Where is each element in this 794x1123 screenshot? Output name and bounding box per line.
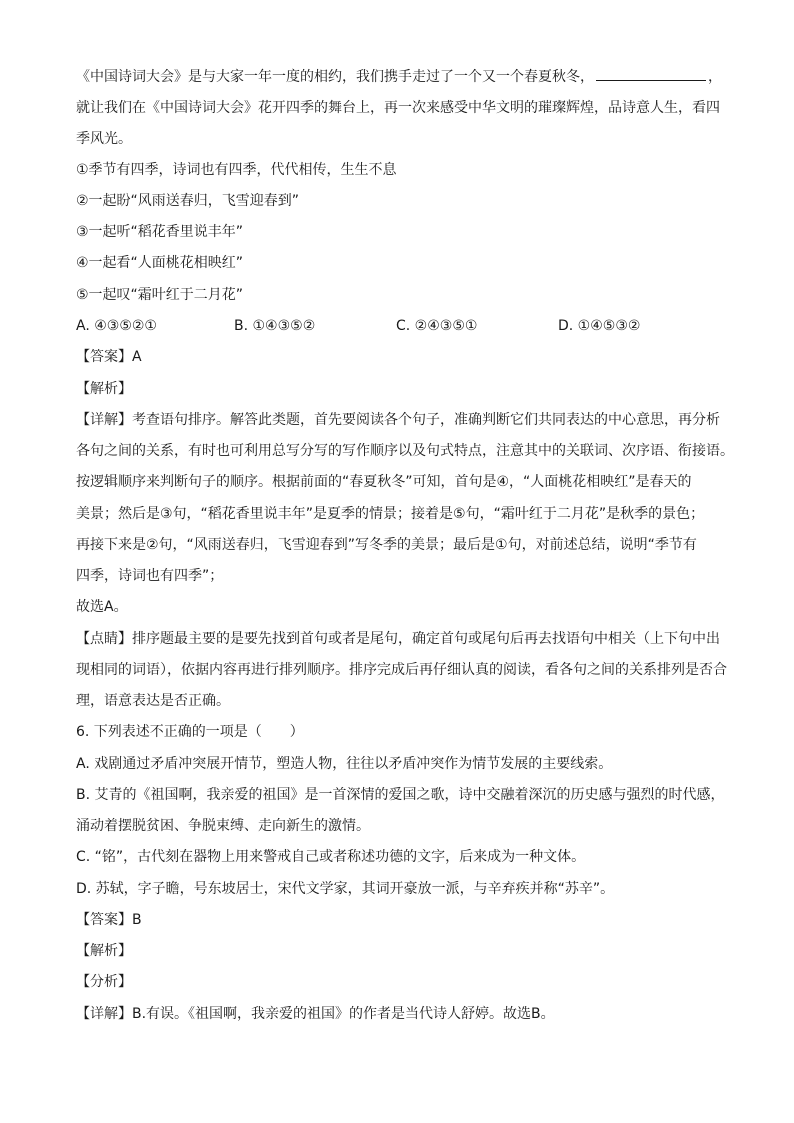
q5-stem-line-1 <box>76 66 722 86</box>
q5-answer: 【答案】A <box>76 349 142 365</box>
q5-detail-line-6: 四季，诗词也有四季”； <box>76 568 224 584</box>
q5-detail-line-3: 按逻辑顺序来判断句子的顺序。根据前面的“春夏秋冬”可知，首句是④，“人面桃花相映红”是春天的 <box>76 474 692 490</box>
q5-analysis-label: 【解析】 <box>76 381 132 397</box>
q5-detail-line-2: 各句之间的关系，有时也可利用总写分写的写作顺序以及句式特点，注意其中的关联词、次序语、衔接语。 <box>76 443 734 459</box>
q5-option-c: C. ②④③⑤① <box>396 318 478 334</box>
q5-detail-line-4: 美景；然后是③句，“稻花香里说丰年”是夏季的情景；接着是⑤句，“霜叶红于二月花”是秋季的景色； <box>76 506 705 522</box>
q6-option-a: A. 戏剧通过矛盾冲突展开情节，塑造人物，往往以矛盾冲突作为情节发展的主要线索。 <box>76 756 613 772</box>
q6-fenxi-label: 【分析】 <box>76 974 132 990</box>
q6-option-d: D. 苏轼，字子瞻，号东坡居士，宋代文学家，其词开豪放一派，与辛弃疾并称“苏辛”。 <box>76 881 615 897</box>
q5-option-a: A. ④③⑤②① <box>76 318 157 334</box>
q5-stem-text: 《中国诗词大会》是与大家一年一度的相约，我们携手走过了一个又一个春夏秋冬， <box>76 69 594 85</box>
q5-tip-line-2: 现相同的词语），依据内容再进行排列顺序。排序完成后再仔细认真的阅读，看各句之间的关系排列是否合 <box>76 662 727 678</box>
q5-detail-line-5: 再接下来是②句，“风雨送春归，飞雪迎春到”写冬季的美景；最后是①句，对前述总结，说明“季节有 <box>76 537 697 553</box>
q5-tip-line-3: 理，语意表达是否正确。 <box>76 693 230 709</box>
q5-tip-line-1: 【点睛】排序题最主要的是要先找到首句或者是尾句，确定首句或尾句后再去找语句中相关（上下句中出 <box>76 631 720 647</box>
q5-option-d: D. ①④⑤③② <box>558 318 641 334</box>
q6-detail: 【详解】B.有误。《祖国啊，我亲爱的祖国》的作者是当代诗人舒婷。故选B。 <box>76 1006 555 1022</box>
q6-option-b-cont: 涌动着摆脱贫困、争脱束缚、走向新生的激情。 <box>76 818 370 834</box>
q5-conclusion: 故选A。 <box>76 599 128 615</box>
q5-detail-line-1: 【详解】考查语句排序。解答此类题，首先要阅读各个句子，准确判断它们共同表达的中心意思，再分析 <box>76 412 720 428</box>
answer-blank <box>596 66 706 81</box>
q5-sentence-2: ②一起盼“风雨送春归，飞雪迎春到” <box>76 193 300 209</box>
q5-sentence-4: ④一起看“人面桃花相映红” <box>76 255 244 271</box>
q6-option-b: B. 艾青的《祖国啊，我亲爱的祖国》是一首深情的爱国之歌，诗中交融着深沉的历史感与强烈的时代感， <box>76 787 725 803</box>
q5-stem-line-2: 就让我们在《中国诗词大会》花开四季的舞台上，再一次来感受中华文明的璀璨辉煌，品诗意人生，看四 <box>76 100 720 116</box>
q5-stem-line-3: 季风光。 <box>76 131 132 147</box>
q5-sentence-5: ⑤一起叹“霜叶红于二月花” <box>76 287 244 303</box>
q6-analysis-label: 【解析】 <box>76 943 132 959</box>
q6-stem: 6. 下列表述不正确的一项是（ ） <box>76 724 304 740</box>
q5-option-b: B. ①④③⑤② <box>234 318 316 334</box>
q6-option-c: C. “铭”，古代刻在器物上用来警戒自己或者称述功德的文字，后来成为一种文体。 <box>76 849 586 865</box>
q5-sentence-3: ③一起听“稻花香里说丰年” <box>76 224 244 240</box>
q5-stem-comma: ， <box>708 69 722 85</box>
q6-answer: 【答案】B <box>76 912 142 928</box>
q5-sentence-1: ①季节有四季，诗词也有四季，代代相传，生生不息 <box>76 162 397 178</box>
